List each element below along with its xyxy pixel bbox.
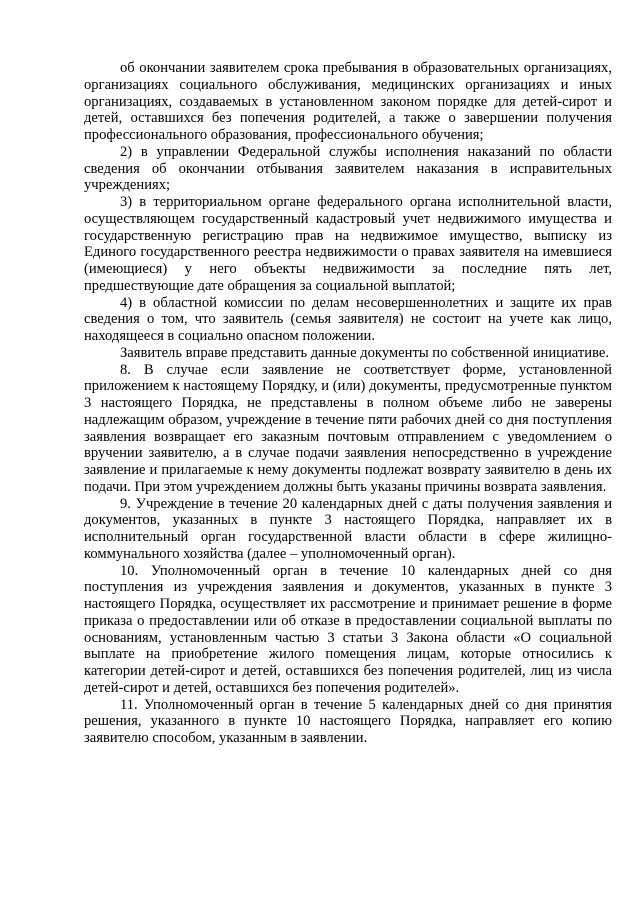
paragraph-applicant-initiative: Заявитель вправе представить данные документы по собственной инициативе. [120,344,610,361]
paragraph-clause-10: 10. Уполномоченный орган в течение 10 календарных дней со дня поступления из учреждения заявления и документов, указанных в пункте 3 настоящего Порядка, осуществляет их рассмотрение и принимает решение в форме приказа о предоставлении или об отказе в предоставлении социальной выплаты по основаниям, установленным частью 3 статьи 3 Закона области «О социальной выплате на приобретение жилого помещения лицам, которые относились к категории детей-сирот и детей, оставшихся без попечения родителей, лиц из числа детей-сирот и детей, оставшихся без попечения родителей». [84,562,612,696]
paragraph-continuation: об окончании заявителем срока пребывания в образовательных организациях, организациях социального обслуживания, медицинских организациях и иных организациях, создаваемых в установленном законом порядке для детей-сирот и детей, оставшихся без попечения родителей, а также о завершении получения профессионального образования, профессионального обучения; [84,60,612,143]
paragraph-clause-11: 11. Уполномоченный орган в течение 5 календарных дней со дня принятия решения, указанного в пункте 10 настоящего Порядка, направляет его копию заявителю способом, указанным в заявлении. [84,696,612,746]
paragraph-item-3: 3) в территориальном органе федерального органа исполнительной власти, осуществляющем государственный кадастровый учет недвижимого имущества и государственную регистрацию прав на недвижимое имущество, выписку из Единого государственного реестра недвижимости о правах заявителя на имевшиеся (имеющиеся) у него объекты недвижимости за последние пять лет, предшествующие дате обращения за социальной выплатой; [84,194,612,294]
paragraph-clause-9: 9. Учреждение в течение 20 календарных дней с даты получения заявления и документов, указанных в пункте 3 настоящего Порядка, направляет их в исполнительный орган государственной власти области в сфере жилищно-коммунального хозяйства (далее – уполномоченный орган). [84,495,612,562]
paragraph-item-2: 2) в управлении Федеральной службы исполнения наказаний по области сведения об окончании отбывания заявителем наказания в исправительных учреждениях; [84,143,612,194]
paragraph-clause-8: 8. В случае если заявление не соответствует форме, установленной приложением к настоящему Порядку, и (или) документы, предусмотренные пунктом 3 настоящего Порядка, не представлены в полном объеме либо не заверены надлежащим образом, учреждение в течение пяти рабочих дней со дня поступления заявления возвращает его заказным почтовым отправлением с уведомлением о вручении заявителю, а в случае подачи заявления непосредственно в учреждение заявление и прилагаемые к нему документы подлежат возврату заявителю в день их подачи. При этом учреждением должны быть указаны причины возврата заявления. [84,361,612,495]
paragraph-item-4: 4) в областной комиссии по делам несовершеннолетних и защите их прав сведения о том, что заявитель (семья заявителя) не состоит на учете как лицо, находящееся в социально опасном положении. [84,294,612,344]
document-page [84,60,612,747]
